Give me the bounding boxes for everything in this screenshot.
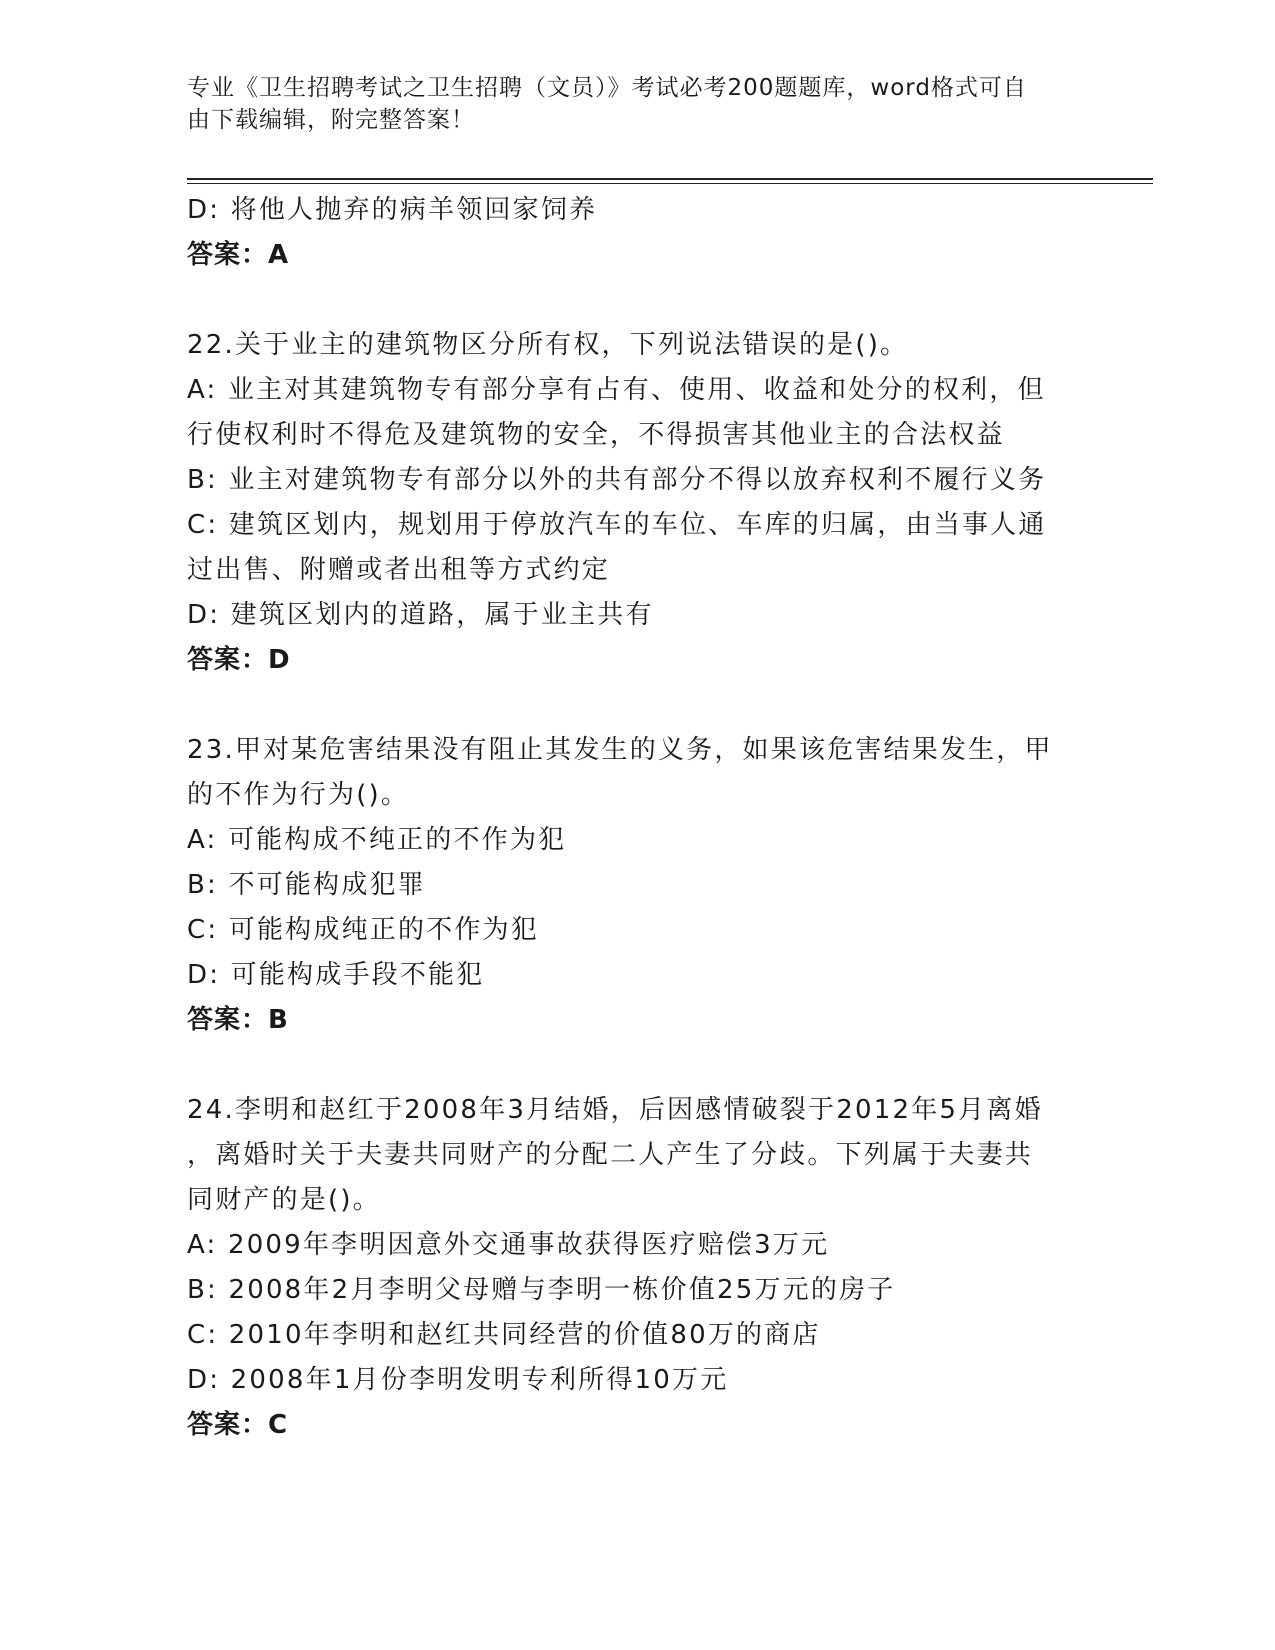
spacer: [187, 1043, 1087, 1088]
spacer: [187, 683, 1087, 728]
option-a: A: 可能构成不纯正的不作为犯: [187, 825, 567, 855]
question-stem-line-1: 24.李明和赵红于2008年3月结婚，后因感情破裂于2012年5月离婚: [187, 1095, 1043, 1125]
previous-question-tail: [187, 188, 1087, 278]
question-content: [187, 188, 1087, 1448]
header-line-1: 专业《卫生招聘考试之卫生招聘（文员）》考试必考200题题库，word格式可自: [187, 75, 1027, 101]
option-d: D: 建筑区划内的道路，属于业主共有: [187, 600, 654, 630]
option-b: B: 2008年2月李明父母赠与李明一栋价值25万元的房子: [187, 1275, 896, 1305]
question-22: [187, 323, 1087, 683]
option-c-line-2: 过出售、附赠或者出租等方式约定: [187, 555, 611, 585]
spacer: [187, 278, 1087, 323]
answer-line: 答案：C: [187, 1410, 289, 1440]
question-stem: 22.关于业主的建筑物区分所有权，下列说法错误的是()。: [187, 330, 909, 360]
option-d: D: 将他人抛弃的病羊领回家饲养: [187, 195, 598, 225]
option-c-line-1: C: 建筑区划内，规划用于停放汽车的车位、车库的归属，由当事人通: [187, 510, 1047, 540]
question-stem-line-2: ，离婚时关于夫妻共同财产的分配二人产生了分歧。下列属于夫妻共: [187, 1140, 1034, 1170]
answer-line: 答案：D: [187, 645, 291, 675]
document-header: [187, 72, 1067, 136]
option-a: A: 2009年李明因意外交通事故获得医疗赔偿3万元: [187, 1230, 830, 1260]
option-d: D: 2008年1月份李明发明专利所得10万元: [187, 1365, 729, 1395]
question-stem-line-2: 的不作为行为()。: [187, 780, 410, 810]
question-24: [187, 1088, 1087, 1448]
option-a-line-2: 行使权利时不得危及建筑物的安全，不得损害其他业主的合法权益: [187, 420, 1005, 450]
answer-line: 答案：B: [187, 1005, 289, 1035]
option-b: B: 不可能构成犯罪: [187, 870, 426, 900]
header-line-2: 由下载编辑，附完整答案！: [187, 107, 475, 133]
header-divider-thin: [187, 183, 1153, 184]
question-23: [187, 728, 1087, 1043]
answer-line: 答案：A: [187, 240, 290, 270]
header-divider-thick: [187, 178, 1153, 180]
question-stem-line-3: 同财产的是()。: [187, 1185, 381, 1215]
option-c: C: 可能构成纯正的不作为犯: [187, 915, 539, 945]
question-stem-line-1: 23.甲对某危害结果没有阻止其发生的义务，如果该危害结果发生，甲: [187, 735, 1053, 765]
option-d: D: 可能构成手段不能犯: [187, 960, 485, 990]
option-c: C: 2010年李明和赵红共同经营的价值80万的商店: [187, 1320, 821, 1350]
option-a-line-1: A: 业主对其建筑物专有部分享有占有、使用、收益和处分的权利，但: [187, 375, 1046, 405]
option-b: B: 业主对建筑物专有部分以外的共有部分不得以放弃权利不履行义务: [187, 465, 1047, 495]
